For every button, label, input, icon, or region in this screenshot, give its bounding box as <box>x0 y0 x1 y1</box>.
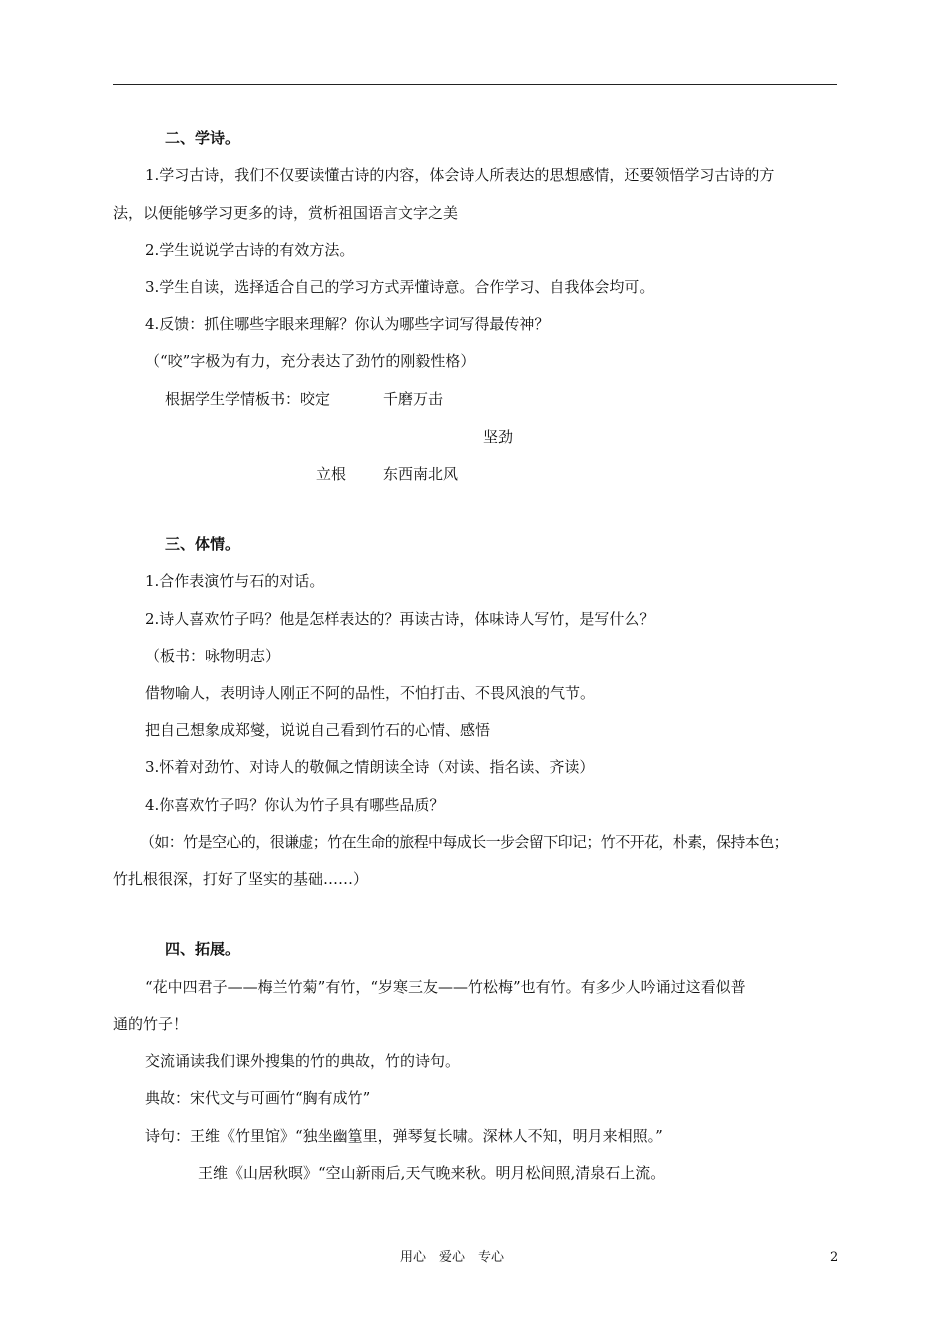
paragraph-line: 2.诗人喜欢竹子吗？他是怎样表达的？再读古诗，体味诗人写竹，是写什么？ <box>145 610 655 628</box>
note-line: （“咬”字极为有力，充分表达了劲竹的刚毅性格） <box>145 352 476 370</box>
header-rule <box>113 84 837 85</box>
board-writing-center: 坚劲 <box>483 428 514 446</box>
paragraph-line: 1.合作表演竹与石的对话。 <box>145 572 325 590</box>
paragraph-line: 把自己想象成郑燮，说说自己看到竹石的心情、感悟 <box>145 721 491 739</box>
section-heading-learn-poem: 二、学诗。 <box>165 129 241 147</box>
paragraph-line: （如：竹是空心的，很谦虚；竹在生命的旅程中每成长一步会留下印记；竹不开花，朴素，保持本色； <box>140 833 789 851</box>
paragraph-line: 法，以便能够学习更多的诗，赏析祖国语言文字之美 <box>113 204 459 222</box>
paragraph-line: 典故：宋代文与可画竹“胸有成竹” <box>145 1089 371 1107</box>
paragraph-line: 通的竹子！ <box>113 1015 189 1033</box>
board-writing-item: 东西南北风 <box>383 465 459 483</box>
paragraph-line: 2.学生说说学古诗的有效方法。 <box>145 241 355 259</box>
page-number: 2 <box>830 1250 839 1265</box>
paragraph-line: 竹扎根很深，打好了坚实的基础……） <box>113 870 369 888</box>
paragraph-line: 3.学生自读，选择适合自己的学习方式弄懂诗意。合作学习、自我体会均可。 <box>145 278 655 296</box>
paragraph-line: 1.学习古诗，我们不仅要读懂古诗的内容，体会诗人所表达的思想感情，还要领悟学习古诗的方 <box>145 166 775 184</box>
board-note: （板书：咏物明志） <box>145 647 281 665</box>
paragraph-line: 4.你喜欢竹子吗？你认为竹子具有哪些品质？ <box>145 796 445 814</box>
section-heading-feel: 三、体情。 <box>165 535 241 553</box>
paragraph-line: 借物喻人，表明诗人刚正不阿的品性，不怕打击、不畏风浪的气节。 <box>145 684 596 702</box>
poem-line: 诗句：王维《竹里馆》“独坐幽篁里，弹琴复长啸。深林人不知，明月来相照。” <box>145 1127 663 1145</box>
board-writing-item: 千磨万击 <box>383 390 444 408</box>
section-heading-extend: 四、拓展。 <box>165 940 241 958</box>
board-writing-item: 立根 <box>316 465 347 483</box>
paragraph-line: 4.反馈：抓住哪些字眼来理解？你认为哪些字词写得最传神？ <box>145 315 550 333</box>
poem-line: 王维《山居秋暝》“空山新雨后,天气晚来秋。明月松间照,清泉石上流。 <box>198 1164 666 1182</box>
footer-motto: 用心 爱心 专心 <box>400 1250 505 1265</box>
board-writing-intro: 根据学生学情板书：咬定 <box>165 390 331 408</box>
paragraph-line: 3.怀着对劲竹、对诗人的敬佩之情朗读全诗（对读、指名读、齐读） <box>145 758 595 776</box>
paragraph-line: 交流诵读我们课外搜集的竹的典故，竹的诗句。 <box>145 1052 461 1070</box>
paragraph-line: “花中四君子——梅兰竹菊”有竹，“岁寒三友——竹松梅”也有竹。有多少人吟诵过这看似普 <box>145 978 746 996</box>
